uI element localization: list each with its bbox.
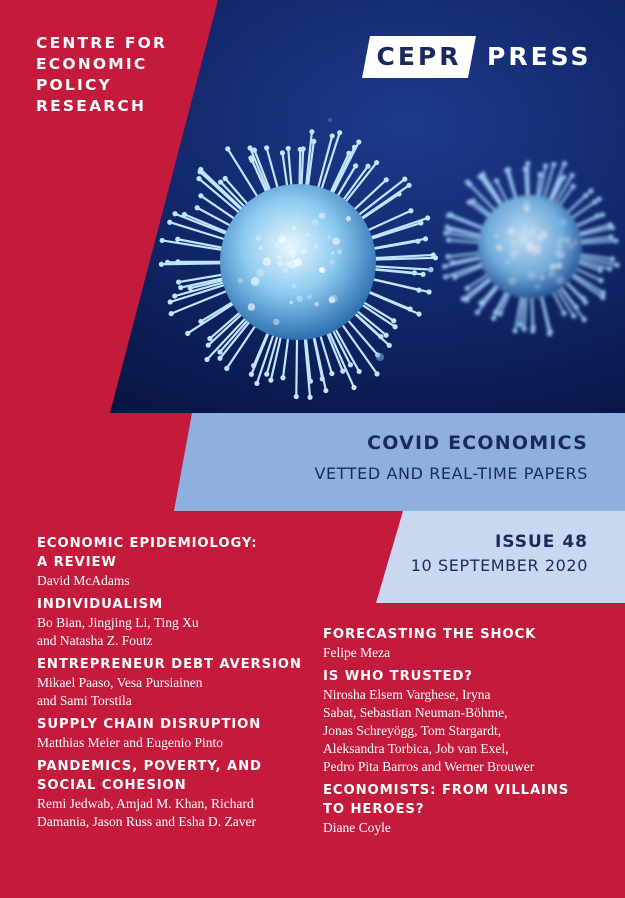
contents-left-column	[37, 534, 337, 836]
article-title	[323, 625, 613, 644]
article-authors	[37, 572, 337, 590]
article-author-line: Felipe Meza	[323, 645, 391, 660]
article-title	[37, 595, 337, 614]
publisher-name-line: ECONOMIC	[36, 55, 148, 73]
series-band	[0, 413, 625, 511]
issue-number: ISSUE 48	[494, 532, 588, 552]
article-authors	[323, 644, 613, 662]
article-authors	[37, 674, 337, 710]
article-author-line: and Natasha Z. Foutz	[37, 633, 153, 648]
article-authors	[37, 614, 337, 650]
article-entry	[37, 715, 337, 752]
article-author-line: David McAdams	[37, 573, 130, 588]
article-author-line: and Sami Torstila	[37, 693, 132, 708]
article-title-line: INDIVIDUALISM	[37, 597, 163, 612]
contents-right-column	[323, 625, 613, 842]
series-subtitle: VETTED AND REAL-TIME PAPERS	[314, 464, 588, 483]
article-title-line: ECONOMISTS: FROM VILLAINS	[323, 783, 570, 798]
article-entry	[37, 655, 337, 710]
logo-cepr: CEPR	[376, 42, 462, 71]
article-authors	[323, 686, 613, 776]
article-title	[37, 655, 337, 674]
article-entry	[37, 595, 337, 650]
series-title: COVID ECONOMICS	[367, 432, 588, 454]
article-title	[37, 715, 337, 734]
logo-press: PRESS	[487, 42, 592, 71]
publisher-name-line: POLICY	[36, 76, 112, 94]
issue-date: 10 SEPTEMBER 2020	[410, 556, 588, 575]
article-title	[37, 534, 337, 572]
article-title-line: ECONOMIC EPIDEMIOLOGY:	[37, 536, 258, 551]
article-title	[37, 757, 337, 795]
article-title-line: SOCIAL COHESION	[37, 778, 187, 793]
article-entry	[323, 667, 613, 776]
article-title-line: SUPPLY CHAIN DISRUPTION	[37, 717, 262, 732]
article-author-line: Remi Jedwab, Amjad M. Khan, Richard	[37, 796, 254, 811]
article-title-line: ENTREPRENEUR DEBT AVERSION	[37, 657, 302, 672]
article-authors	[323, 819, 613, 837]
article-author-line: Diane Coyle	[323, 820, 391, 835]
article-author-line: Bo Bian, Jingjing Li, Ting Xu	[37, 615, 199, 630]
article-title	[323, 667, 613, 686]
article-author-line: Sabat, Sebastian Neuman-Böhme,	[323, 705, 508, 720]
article-entry	[323, 781, 613, 837]
publisher-name-line: RESEARCH	[36, 97, 147, 115]
article-authors	[37, 795, 337, 831]
article-author-line: Mikael Paaso, Vesa Pursiainen	[37, 675, 203, 690]
article-title-line: FORECASTING THE SHOCK	[323, 627, 537, 642]
article-title-line: PANDEMICS, POVERTY, AND	[37, 759, 262, 774]
article-author-line: Pedro Pita Barros and Werner Brouwer	[323, 759, 535, 774]
article-author-line: Matthias Meier and Eugenio Pinto	[37, 735, 223, 750]
publisher-name-line: CENTRE FOR	[36, 34, 168, 52]
article-title	[323, 781, 613, 819]
article-authors	[37, 734, 337, 752]
publisher-name	[36, 33, 167, 117]
article-author-line: Damania, Jason Russ and Esha D. Zaver	[37, 814, 256, 829]
article-author-line: Aleksandra Torbica, Job van Exel,	[323, 741, 509, 756]
article-entry	[323, 625, 613, 662]
article-author-line: Nirosha Elsem Varghese, Iryna	[323, 687, 491, 702]
article-entry	[37, 757, 337, 831]
article-title-line: IS WHO TRUSTED?	[323, 669, 473, 684]
article-title-line: A REVIEW	[37, 555, 117, 570]
article-title-line: TO HEROES?	[323, 802, 425, 817]
article-entry	[37, 534, 337, 590]
article-author-line: Jonas Schreyögg, Tom Stargardt,	[323, 723, 502, 738]
